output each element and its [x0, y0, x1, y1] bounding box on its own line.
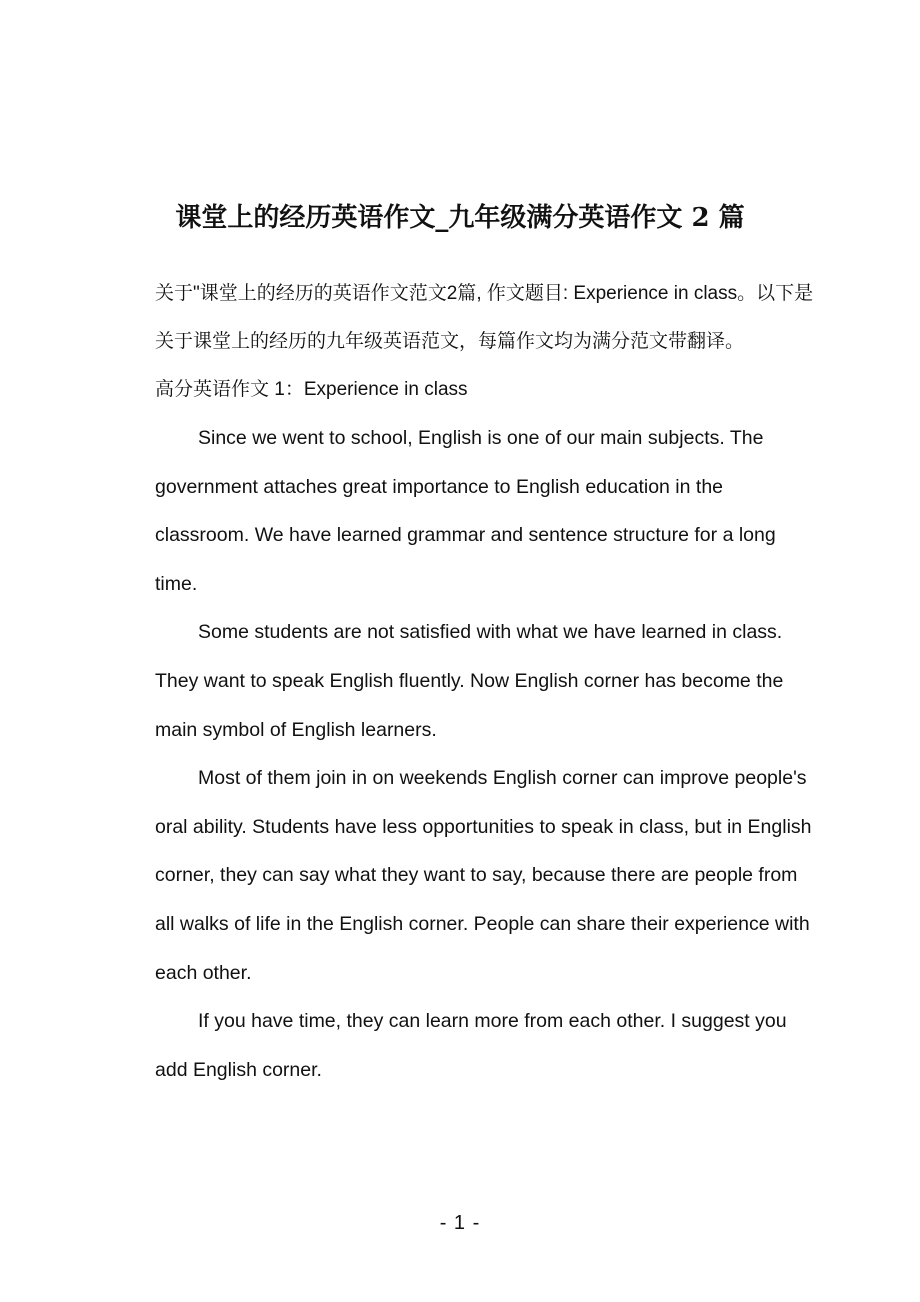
essay-paragraph-3: Most of them join in on weekends English corner can improve people's oral ability. Students have less opportunities to speak in class, but in English corner, they can say what they want to say, because there are people from all walks of life in the English corner. People can share their experience with each other.: [155, 767, 812, 984]
document-body: [155, 270, 820, 1094]
essay-paragraph-1: Since we went to school, English is one of our main subjects. The government attaches great importance to English education in the classroom. We have learned grammar and sentence structure for a long time.: [155, 427, 776, 595]
essay-paragraph-2: Some students are not satisfied with what we have learned in class. They want to speak English fluently. Now English corner has become the main symbol of English learners.: [155, 621, 784, 741]
page-number: - 1 -: [439, 1212, 481, 1234]
document-title: 课堂上的经历英语作文_九年级满分英语作文 2 篇: [175, 203, 745, 233]
essay-heading: 高分英语作文 1：Experience in class: [155, 379, 468, 400]
essay-paragraph-4: If you have time, they can learn more from each other. I suggest you add English corner.: [155, 1010, 787, 1081]
intro-paragraph: 关于"课堂上的经历的英语作文范文2篇, 作文题目: Experience in class。以下是关于课堂上的经历的九年级英语范文，每篇作文均为满分范文带翻译。: [155, 283, 814, 352]
